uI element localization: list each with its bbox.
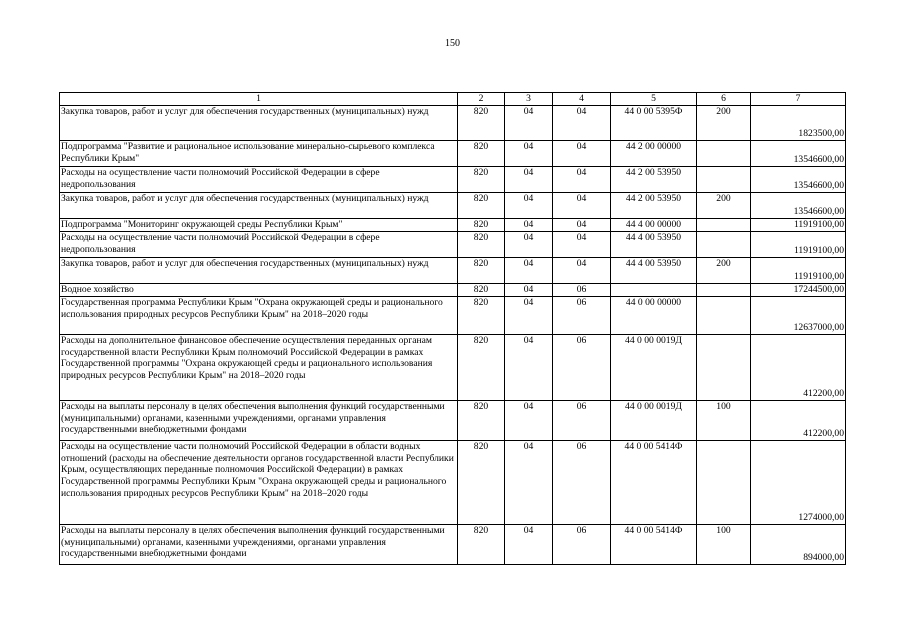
row-col-2: 820 [458,106,505,141]
row-col-3: 04 [505,258,553,284]
row-amount: 412200,00 [751,335,846,401]
table-row [60,441,846,525]
header-cell-5: 5 [611,93,697,106]
row-col-2: 820 [458,219,505,232]
row-col-5: 44 0 00 0019Д [611,335,697,401]
header-cell-2: 2 [458,93,505,106]
row-col-6 [697,284,751,297]
row-amount: 13546600,00 [751,141,846,167]
row-col-6: 200 [697,193,751,219]
row-col-5: 44 2 00 53950 [611,167,697,193]
row-name: Расходы на осуществление части полномочий Российской Федерации в сфере недропользования [60,167,458,193]
row-col-5 [611,284,697,297]
row-col-4: 06 [553,525,611,565]
row-col-5: 44 0 00 5395Ф [611,106,697,141]
row-col-6: 200 [697,258,751,284]
row-amount: 12637000,00 [751,297,846,335]
row-col-6 [697,232,751,258]
row-name: Подпрограмма "Мониторинг окружающей среды Республики Крым" [60,219,458,232]
row-col-3: 04 [505,219,553,232]
row-amount: 1823500,00 [751,106,846,141]
row-col-3: 04 [505,335,553,401]
row-col-4: 06 [553,401,611,441]
row-col-6: 100 [697,525,751,565]
table-row [60,525,846,565]
row-col-2: 820 [458,167,505,193]
budget-table [59,92,846,565]
table-row [60,232,846,258]
row-col-3: 04 [505,141,553,167]
table-row [60,106,846,141]
row-col-5: 44 4 00 00000 [611,219,697,232]
row-col-5: 44 0 00 5414Ф [611,525,697,565]
row-col-4: 04 [553,141,611,167]
row-col-3: 04 [505,441,553,525]
row-col-3: 04 [505,284,553,297]
table-row [60,401,846,441]
row-col-6 [697,335,751,401]
row-name: Закупка товаров, работ и услуг для обеспечения государственных (муниципальных) нужд [60,106,458,141]
row-col-5: 44 0 00 5414Ф [611,441,697,525]
row-amount: 412200,00 [751,401,846,441]
row-col-2: 820 [458,141,505,167]
row-col-4: 06 [553,335,611,401]
table-row [60,167,846,193]
row-name: Водное хозяйство [60,284,458,297]
row-name: Закупка товаров, работ и услуг для обеспечения государственных (муниципальных) нужд [60,193,458,219]
row-col-6 [697,167,751,193]
row-col-6 [697,141,751,167]
table-row [60,219,846,232]
row-col-2: 820 [458,258,505,284]
page-number: 150 [445,38,460,49]
row-col-5: 44 0 00 0019Д [611,401,697,441]
row-amount: 894000,00 [751,525,846,565]
row-col-5: 44 4 00 53950 [611,258,697,284]
row-amount: 1274000,00 [751,441,846,525]
table-row [60,297,846,335]
row-col-2: 820 [458,297,505,335]
table-row [60,193,846,219]
row-col-6 [697,297,751,335]
row-col-4: 04 [553,106,611,141]
row-col-4: 06 [553,441,611,525]
row-col-4: 04 [553,232,611,258]
row-name: Государственная программа Республики Крым "Охрана окружающей среды и рационального использования природных ресурсов Республики Крым" на 2018–2020 годы [60,297,458,335]
row-col-2: 820 [458,441,505,525]
row-amount: 17244500,00 [751,284,846,297]
row-col-3: 04 [505,106,553,141]
row-amount: 11919100,00 [751,232,846,258]
row-col-3: 04 [505,525,553,565]
row-col-3: 04 [505,167,553,193]
row-amount: 13546600,00 [751,193,846,219]
row-col-5: 44 2 00 00000 [611,141,697,167]
row-col-5: 44 4 00 53950 [611,232,697,258]
row-col-6: 100 [697,401,751,441]
row-col-4: 04 [553,219,611,232]
row-col-5: 44 2 00 53950 [611,193,697,219]
row-col-3: 04 [505,401,553,441]
row-col-3: 04 [505,232,553,258]
row-name: Расходы на выплаты персоналу в целях обеспечения выполнения функций государственными (муниципальными) органами, казенными учреждениями, органами управления государственными внебюджетными фондами [60,401,458,441]
header-cell-4: 4 [553,93,611,106]
header-cell-3: 3 [505,93,553,106]
table-row [60,258,846,284]
row-col-6 [697,441,751,525]
row-col-4: 04 [553,167,611,193]
row-col-3: 04 [505,297,553,335]
row-col-4: 04 [553,258,611,284]
table-row [60,141,846,167]
row-name: Расходы на выплаты персоналу в целях обеспечения выполнения функций государственными (муниципальными) органами, казенными учреждениями, органами управления государственными внебюджетными фондами [60,525,458,565]
row-name: Расходы на осуществление части полномочий Российской Федерации в области водных отношений (расходы на обеспечение деятельности органов государственной власти Республики Крым, осуществляющих переданные полномочия Российской Федерации) в рамках Государственной программы Республики Крым "Охрана окружающей среды и рационального использования природных ресурсов Республики Крым" на 2018–2020 годы [60,441,458,525]
row-col-4: 04 [553,193,611,219]
table-header-row [60,93,846,106]
row-name: Расходы на осуществление части полномочий Российской Федерации в сфере недропользования [60,232,458,258]
row-name: Подпрограмма "Развитие и рациональное использование минерально-сырьевого комплекса Республики Крым" [60,141,458,167]
row-col-4: 06 [553,284,611,297]
row-col-2: 820 [458,284,505,297]
row-col-2: 820 [458,335,505,401]
row-amount: 11919100,00 [751,258,846,284]
row-col-3: 04 [505,193,553,219]
row-name: Расходы на дополнительное финансовое обеспечение осуществления переданных органам государственной власти Республики Крым полномочий Российской Федерации в рамках Государственной программы "Охрана окружающей среды и рационального использования природных ресурсов Республики Крым" на 2018–2020 годы [60,335,458,401]
header-cell-1: 1 [60,93,458,106]
header-cell-7: 7 [751,93,846,106]
table-row [60,284,846,297]
row-col-2: 820 [458,193,505,219]
row-col-5: 44 0 00 00000 [611,297,697,335]
row-col-2: 820 [458,525,505,565]
header-cell-6: 6 [697,93,751,106]
row-col-6: 200 [697,106,751,141]
row-col-4: 06 [553,297,611,335]
row-col-2: 820 [458,232,505,258]
row-amount: 13546600,00 [751,167,846,193]
row-name: Закупка товаров, работ и услуг для обеспечения государственных (муниципальных) нужд [60,258,458,284]
row-col-6 [697,219,751,232]
row-amount: 11919100,00 [751,219,846,232]
row-col-2: 820 [458,401,505,441]
table-row [60,335,846,401]
